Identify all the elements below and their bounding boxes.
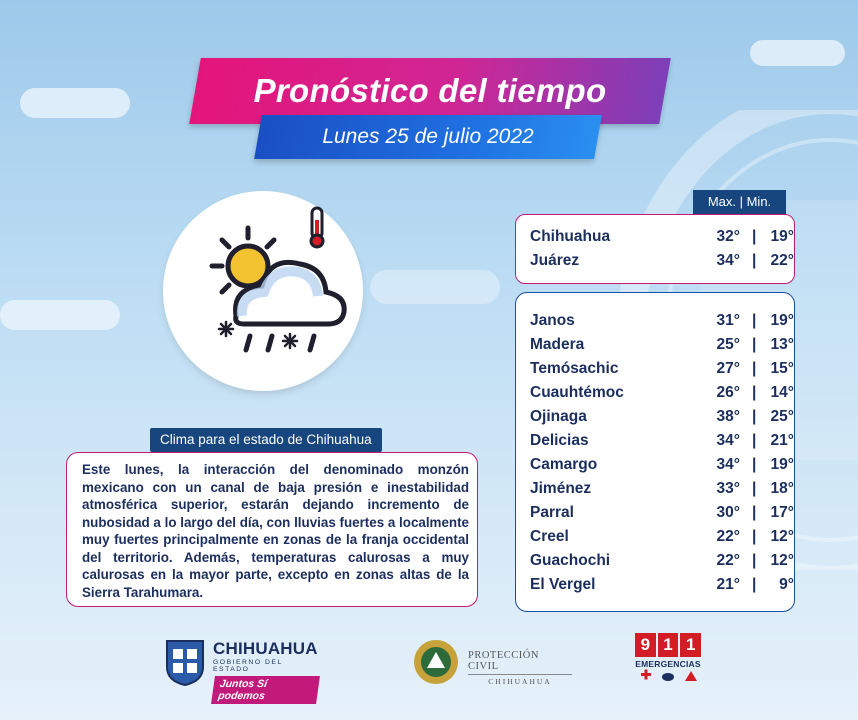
chihuahua-subtitle: GOBIERNO DEL ESTADO	[213, 659, 283, 673]
min-temp: 19°	[770, 456, 794, 473]
background-cloud	[20, 88, 130, 118]
city-name: Camargo	[530, 456, 598, 473]
city-row	[530, 252, 794, 276]
max-temp: 34°	[716, 432, 740, 449]
min-temp: 14°	[770, 384, 794, 401]
max-temp: 27°	[716, 360, 740, 377]
column-separator: |	[752, 384, 757, 401]
forecast-description-box	[66, 452, 478, 607]
forecast-description-text: Este lunes, la interacción del denominado monzón mexicano con un canal de baja presión e inestabilidad atmosférica superior, estarán dejando incremento de nubosidad a lo largo del día, con lluvias fuertes a localmente muy fuertes principalmente en zonas de la franja occidental del territorio. Además, temperaturas calurosas a muy calurosas en la mayor parte, excepto en zonas altas de la Sierra Tarahumara.	[82, 462, 469, 600]
city-row	[530, 456, 794, 480]
city-row	[530, 384, 794, 408]
city-row	[530, 504, 794, 528]
city-name: Janos	[530, 312, 575, 329]
city-name: Chihuahua	[530, 228, 611, 245]
min-temp: 21°	[770, 432, 794, 449]
column-separator: |	[752, 228, 757, 245]
city-row	[530, 336, 794, 360]
forecast-date: Lunes 25 de julio 2022	[322, 125, 534, 148]
column-separator: |	[752, 312, 757, 329]
column-separator: |	[752, 528, 757, 545]
city-row	[530, 312, 794, 336]
column-separator: |	[752, 432, 757, 449]
city-name: Juárez	[530, 252, 580, 269]
chihuahua-title: CHIHUAHUA	[213, 639, 318, 658]
min-temp: 15°	[770, 360, 794, 377]
digit-1b: 1	[680, 633, 701, 657]
max-temp: 30°	[716, 504, 740, 521]
regional-cities-table	[515, 292, 795, 612]
proteccion-civil-logo	[412, 636, 572, 688]
chihuahua-government-logo	[163, 637, 318, 702]
city-row	[530, 576, 794, 600]
max-temp: 33°	[716, 480, 740, 497]
max-temp: 21°	[716, 576, 740, 593]
max-temp: 32°	[716, 228, 740, 245]
city-row	[530, 228, 794, 252]
min-temp: 12°	[770, 528, 794, 545]
column-separator: |	[752, 504, 757, 521]
column-separator: |	[752, 576, 757, 593]
city-name: El Vergel	[530, 576, 596, 593]
city-name: Guachochi	[530, 552, 611, 569]
state-climate-label: Clima para el estado de Chihuahua	[150, 428, 382, 452]
background-cloud	[0, 300, 120, 330]
partly-cloudy-sleet-thermometer-icon	[166, 194, 360, 388]
city-row	[530, 432, 794, 456]
min-temp: 25°	[770, 408, 794, 425]
city-name: Madera	[530, 336, 585, 353]
column-separator: |	[752, 360, 757, 377]
column-separator: |	[752, 552, 757, 569]
pc-subtitle: CHIHUAHUA	[488, 677, 552, 686]
city-row	[530, 360, 794, 384]
column-separator: |	[752, 480, 757, 497]
background-cloud	[370, 270, 500, 304]
emergency-services-icons	[635, 669, 701, 685]
column-separator: |	[752, 456, 757, 473]
city-name: Ojinaga	[530, 408, 587, 425]
column-separator: |	[752, 408, 757, 425]
chihuahua-slogan: Juntos Sí podemos	[211, 676, 320, 704]
city-row	[530, 552, 794, 576]
digit-1: 1	[658, 633, 679, 657]
city-name: Cuauhtémoc	[530, 384, 624, 401]
digit-9: 9	[635, 633, 656, 657]
city-name: Delicias	[530, 432, 589, 449]
city-row	[530, 528, 794, 552]
min-temp: 12°	[770, 552, 794, 569]
emergencias-911-logo	[635, 633, 701, 689]
max-temp: 34°	[716, 456, 740, 473]
chihuahua-shield-icon	[163, 637, 207, 687]
city-row	[530, 480, 794, 504]
min-temp: 18°	[770, 480, 794, 497]
city-row	[530, 408, 794, 432]
page-title: Pronóstico del tiempo	[253, 72, 607, 109]
min-temp: 22°	[770, 252, 794, 269]
max-temp: 22°	[716, 528, 740, 545]
civil-protection-emblem-icon	[412, 638, 460, 686]
max-temp: 22°	[716, 552, 740, 569]
max-temp: 25°	[716, 336, 740, 353]
max-temp: 26°	[716, 384, 740, 401]
emergencias-label: EMERGENCIAS	[635, 659, 701, 669]
main-cities-table	[515, 214, 795, 284]
city-name: Jiménez	[530, 480, 592, 497]
city-name: Parral	[530, 504, 574, 521]
column-separator: |	[752, 252, 757, 269]
min-temp: 13°	[770, 336, 794, 353]
weather-icon-badge	[166, 194, 360, 388]
max-temp: 34°	[716, 252, 740, 269]
min-temp: 19°	[770, 312, 794, 329]
min-temp: 19°	[770, 228, 794, 245]
min-temp: 9°	[779, 576, 794, 593]
max-min-header: Max. | Min.	[693, 190, 786, 214]
column-separator: |	[752, 336, 757, 353]
max-temp: 38°	[716, 408, 740, 425]
min-temp: 17°	[770, 504, 794, 521]
pc-title: PROTECCIÓN CIVIL	[468, 650, 539, 672]
background-cloud	[750, 40, 845, 66]
max-temp: 31°	[716, 312, 740, 329]
city-name: Creel	[530, 528, 569, 545]
city-name: Temósachic	[530, 360, 619, 377]
